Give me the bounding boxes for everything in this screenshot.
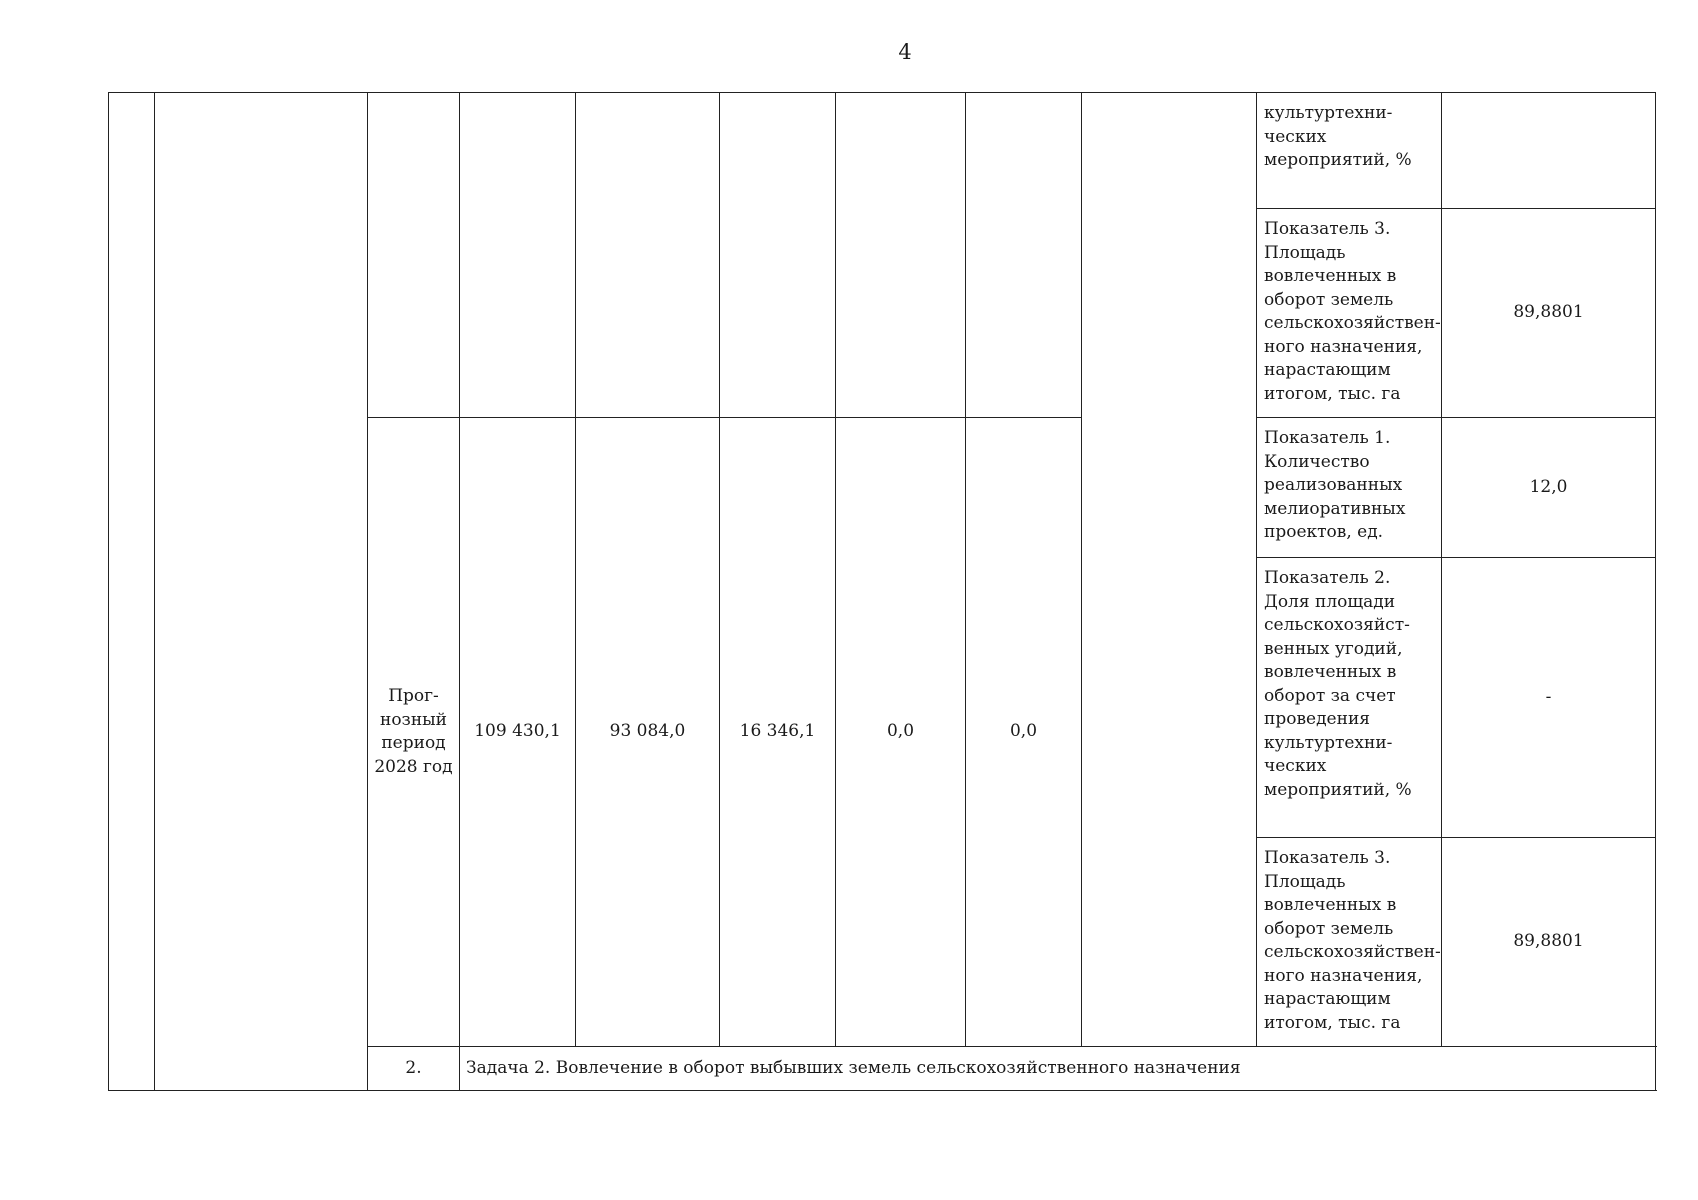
indicator-text: Показатель 1. Количество реализованных мелиоративных проектов, ед. [1264, 428, 1406, 542]
event-name-cell [155, 93, 368, 1091]
indicator-value-cell: 89,8801 [1442, 209, 1656, 418]
indicator-cell [1257, 93, 1442, 209]
page-number: 4 [898, 40, 912, 64]
forecast-col5-cell: 0,0 [966, 418, 1082, 1047]
funding-cell [836, 93, 966, 418]
task-title-cell: Задача 2. Вовлечение в оборот выбывших земель сельскохозяйственного назначения [460, 1047, 1656, 1091]
period-cell [368, 93, 460, 418]
forecast-col3-cell: 16 346,1 [720, 418, 836, 1047]
indicator-text: культуртехни- ческих мероприятий, % [1264, 103, 1412, 170]
funding-cell [576, 93, 720, 418]
indicator-value-cell [1442, 93, 1656, 209]
indicator-cell [1257, 838, 1442, 1047]
forecast-total-cell: 109 430,1 [460, 418, 576, 1047]
forecast-period-cell [368, 418, 460, 1047]
funding-cell [720, 93, 836, 418]
row-number-cell [109, 93, 155, 1091]
table-row [109, 93, 1656, 209]
forecast-period-label: Прог- нозный период 2028 год [374, 686, 453, 777]
task-number-cell: 2. [368, 1047, 460, 1091]
funding-cell [966, 93, 1082, 418]
indicator-value-cell: 89,8801 [1442, 838, 1656, 1047]
indicator-cell [1257, 209, 1442, 418]
forecast-col2-cell: 93 084,0 [576, 418, 720, 1047]
forecast-col4-cell: 0,0 [836, 418, 966, 1047]
indicator-value-cell: 12,0 [1442, 418, 1656, 558]
indicator-text: Показатель 3. Площадь вовлеченных в оборот земель сельскохозяйствен- ного назначения, нарастающим итогом, тыс. га [1264, 219, 1441, 404]
indicator-text: Показатель 2. Доля площади сельскохозяйст- венных угодий, вовлеченных в оборот за счет проведения культуртехни- ческих мероприятий, % [1264, 568, 1412, 800]
total-cell [460, 93, 576, 418]
indicator-text: Показатель 3. Площадь вовлеченных в оборот земель сельскохозяйствен- ного назначения, нарастающим итогом, тыс. га [1264, 848, 1441, 1033]
indicator-cell [1257, 558, 1442, 838]
indicator-value-cell: - [1442, 558, 1656, 838]
program-table [108, 92, 1656, 1091]
indicator-cell [1257, 418, 1442, 558]
responsible-cell [1082, 93, 1257, 1047]
